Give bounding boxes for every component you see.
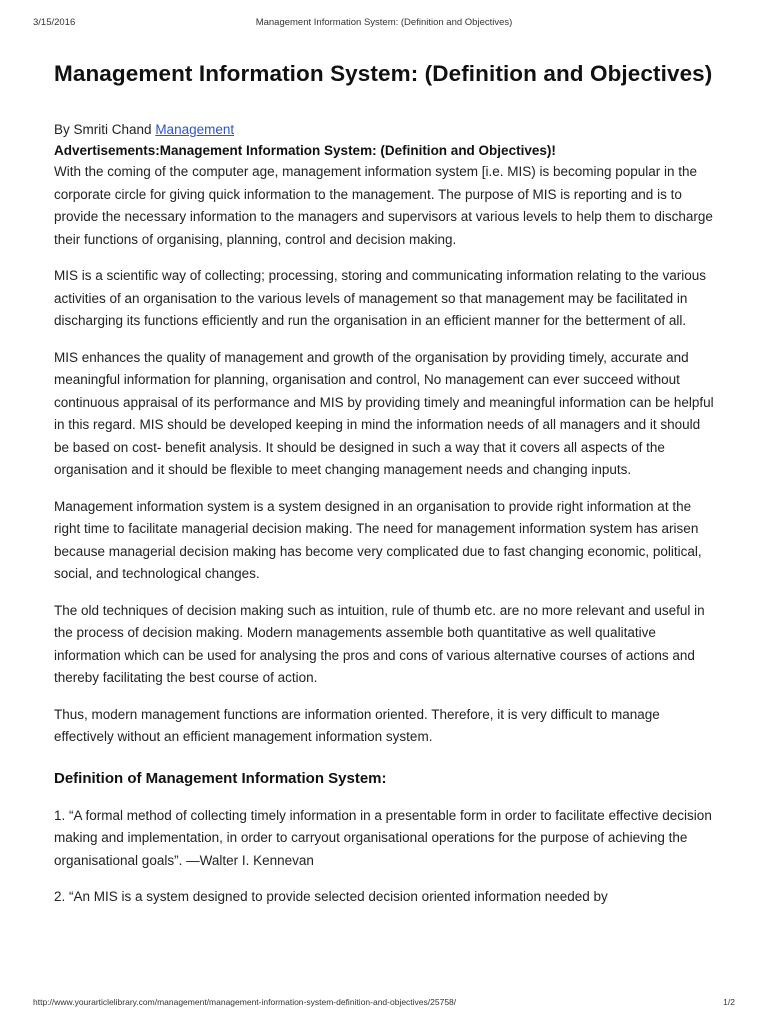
print-footer [33, 997, 735, 1009]
print-date: 3/15/2016 [33, 17, 76, 28]
definition-item: 2. “An MIS is a system designed to provide selected decision oriented information needed by [54, 889, 608, 904]
page-number: 1/2 [723, 997, 735, 1007]
paragraph: The old techniques of decision making such as intuition, rule of thumb etc. are no more relevant and useful in the process of decision making. Modern managements assemble both quantitative as well qualitative information which can be used for analysing the pros and cons of various alternative courses of actions and thereby facilitating the best course of action. [54, 602, 705, 685]
paragraph: With the coming of the computer age, management information system [i.e. MIS) is becoming popular in the corporate circle for giving quick information to the management. The purpose of MIS is reporting and is to provide the necessary information to the managers and supervisors at various levels to help them to discharge their functions of organising, planning, control and decision making. [54, 164, 713, 247]
advertisement-line: Advertisements:Management Information System: (Definition and Objectives)! [54, 143, 556, 158]
page-url: http://www.yourarticlelibrary.com/management/management-information-system-definition-and-objectives/25758/ [33, 997, 457, 1007]
print-header-title: Management Information System: (Definition and Objectives) [255, 17, 513, 28]
section-heading: Definition of Management Information System: [54, 769, 387, 787]
author-name: By Smriti Chand [54, 122, 152, 137]
article [54, 58, 714, 923]
definition-item: 1. “A formal method of collecting timely information in a presentable form in order to facilitate effective decision making and implementation, in order to carryout organisational operations for the purpose of achieving the organisational goals”. —Walter I. Kennevan [54, 807, 712, 868]
print-header [33, 17, 735, 31]
paragraph: MIS is a scientific way of collecting; processing, storing and communicating information relating to the various activities of an organisation to the various levels of management so that management may be facilitated in discharging its functions efficiently and run the organisation in an efficient manner for the betterment of all. [54, 268, 707, 328]
paragraph: MIS enhances the quality of management and growth of the organisation by providing timely, accurate and meaningful information for planning, organisation and control, No management can ever succeed without continuous appraisal of its performance and MIS by providing timely and meaningful information can be helpful in this regard. MIS should be developed keeping in mind the information needs of all managers and it should be based on cost- benefit analysis. It should be designed in such a way that it covers all aspects of the organisation and it should be flexible to meet changing management needs and changing inputs. [54, 349, 714, 477]
paragraph: Management information system is a system designed in an organisation to provide right information at the right time to facilitate managerial decision making. The need for management information system has arisen because managerial decision making has become very complicated due to fast changing economic, political, social, and technological changes. [54, 498, 702, 581]
paragraph: Thus, modern management functions are information oriented. Therefore, it is very difficult to manage effectively without an efficient management information system. [54, 706, 660, 744]
byline [54, 120, 714, 140]
category-link[interactable]: Management [155, 122, 235, 137]
page-title: Management Information System: (Definition and Objectives) [54, 61, 713, 86]
